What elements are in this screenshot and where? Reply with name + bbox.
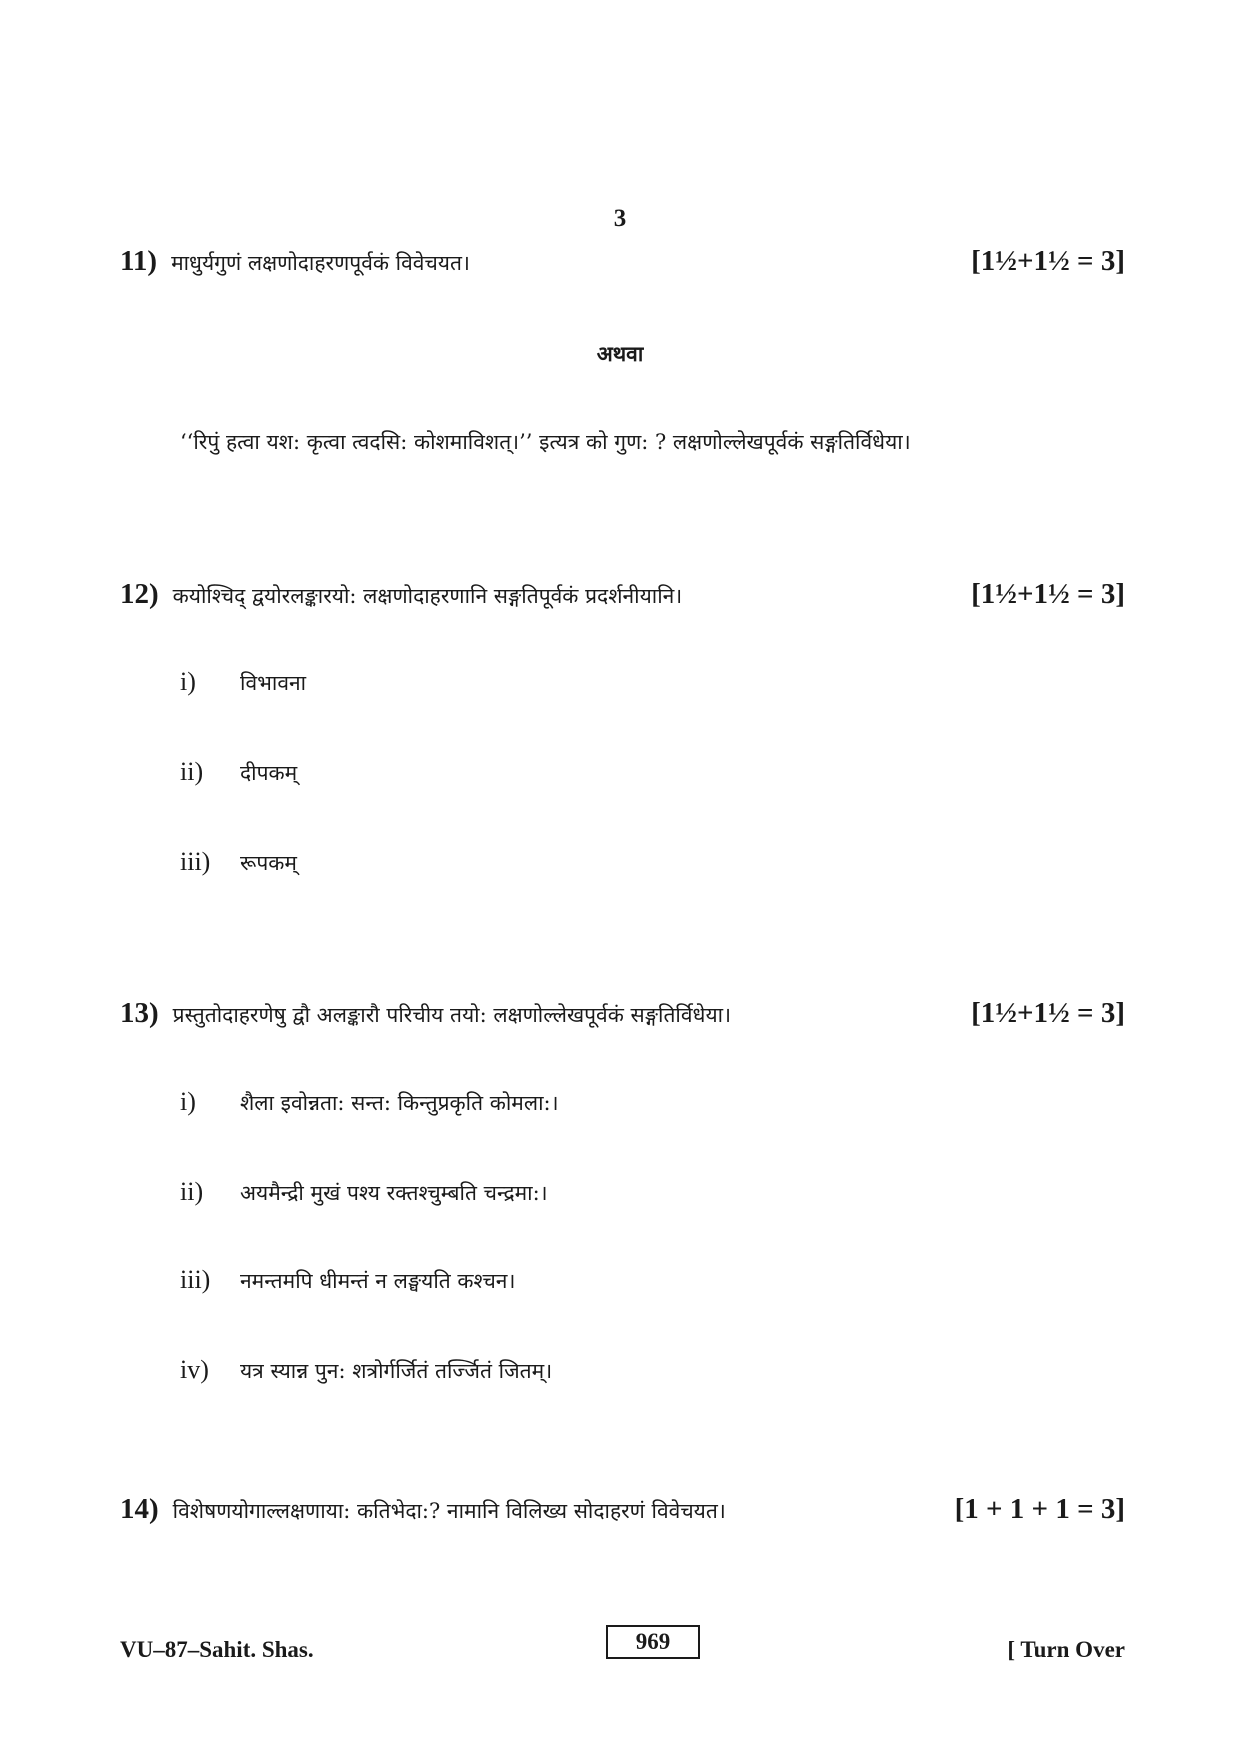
question-text: प्रस्तुतोदाहरणेषु द्वौ अलङ्कारौ परिचीय तयो: लक्षणोल्लेखपूर्वकं सङ्गतिर्विधेया।	[172, 1003, 732, 1027]
sub-item	[180, 757, 297, 787]
question-number: 12)	[120, 578, 159, 610]
sub-item-label: i)	[180, 667, 196, 696]
question-12	[120, 578, 1125, 611]
sub-item	[180, 847, 297, 877]
sub-item-text: दीपकम्	[240, 761, 298, 785]
sub-item-label: iii)	[180, 1265, 211, 1294]
question-text: विशेषणयोगाल्लक्षणाया: कतिभेदा:? नामानि विलिख्य सोदाहरणं विवेचयत।	[172, 1499, 726, 1523]
question-14	[120, 1493, 1125, 1526]
sub-item	[180, 1087, 559, 1117]
question-marks: [1½+1½ = 3]	[971, 578, 1125, 610]
sub-item-label: ii)	[180, 1177, 204, 1206]
question-13	[120, 997, 1125, 1030]
question-marks: [1 + 1 + 1 = 3]	[954, 1493, 1125, 1525]
footer-paper-code: VU–87–Sahit. Shas.	[120, 1637, 314, 1662]
sub-item	[180, 1265, 515, 1295]
sub-item-text: विभावना	[240, 671, 307, 695]
sub-item-label: iii)	[180, 847, 211, 876]
sub-item-label: i)	[180, 1087, 196, 1116]
footer-turn-over: [ Turn Over	[1007, 1637, 1125, 1662]
sub-item-text: अयमैन्द्री मुखं पश्य रक्तश्चुम्बति चन्द्रमा:।	[240, 1181, 548, 1205]
sub-item-text: यत्र स्यान्न पुन: शत्रोर्गर्जितं तर्ज्जितं जितम्।	[240, 1359, 553, 1383]
page-number: 3	[613, 205, 627, 232]
sub-item	[180, 1177, 548, 1207]
question-number: 11)	[120, 245, 158, 277]
question-number: 14)	[120, 1493, 159, 1525]
sub-item-text: रूपकम्	[240, 851, 297, 875]
question-marks: [1½+1½ = 3]	[971, 245, 1125, 277]
sub-item-text: शैला इवोन्नता: सन्त: किन्तुप्रकृति कोमला:।	[240, 1091, 559, 1115]
sub-item-text: नमन्तमपि धीमन्तं न लङ्घयति कश्चन।	[240, 1269, 516, 1293]
footer-box-number: 969	[606, 1625, 700, 1659]
question-text: माधुर्यगुणं लक्षणोदाहरणपूर्वकं विवेचयत।	[171, 251, 470, 275]
sub-item	[180, 667, 306, 697]
sub-item-label: iv)	[180, 1355, 209, 1384]
question-11	[120, 245, 1125, 278]
question-text: कयोश्चिद् द्वयोरलङ्कारयो: लक्षणोदाहरणानि सङ्गतिपूर्वकं प्रदर्शनीयानि।	[172, 584, 683, 608]
or-label: अथवा	[596, 341, 644, 366]
sub-item	[180, 1355, 552, 1385]
alternative-question-text: ‘‘रिपुं हत्वा यश: कृत्वा त्वदसि: कोशमाविशत्।’’ इत्यत्र को गुण: ? लक्षणोल्लेखपूर्वकं सङ्गतिर्विधेया।	[180, 430, 911, 454]
question-number: 13)	[120, 997, 159, 1029]
question-marks: [1½+1½ = 3]	[971, 997, 1125, 1029]
sub-item-label: ii)	[180, 757, 204, 786]
